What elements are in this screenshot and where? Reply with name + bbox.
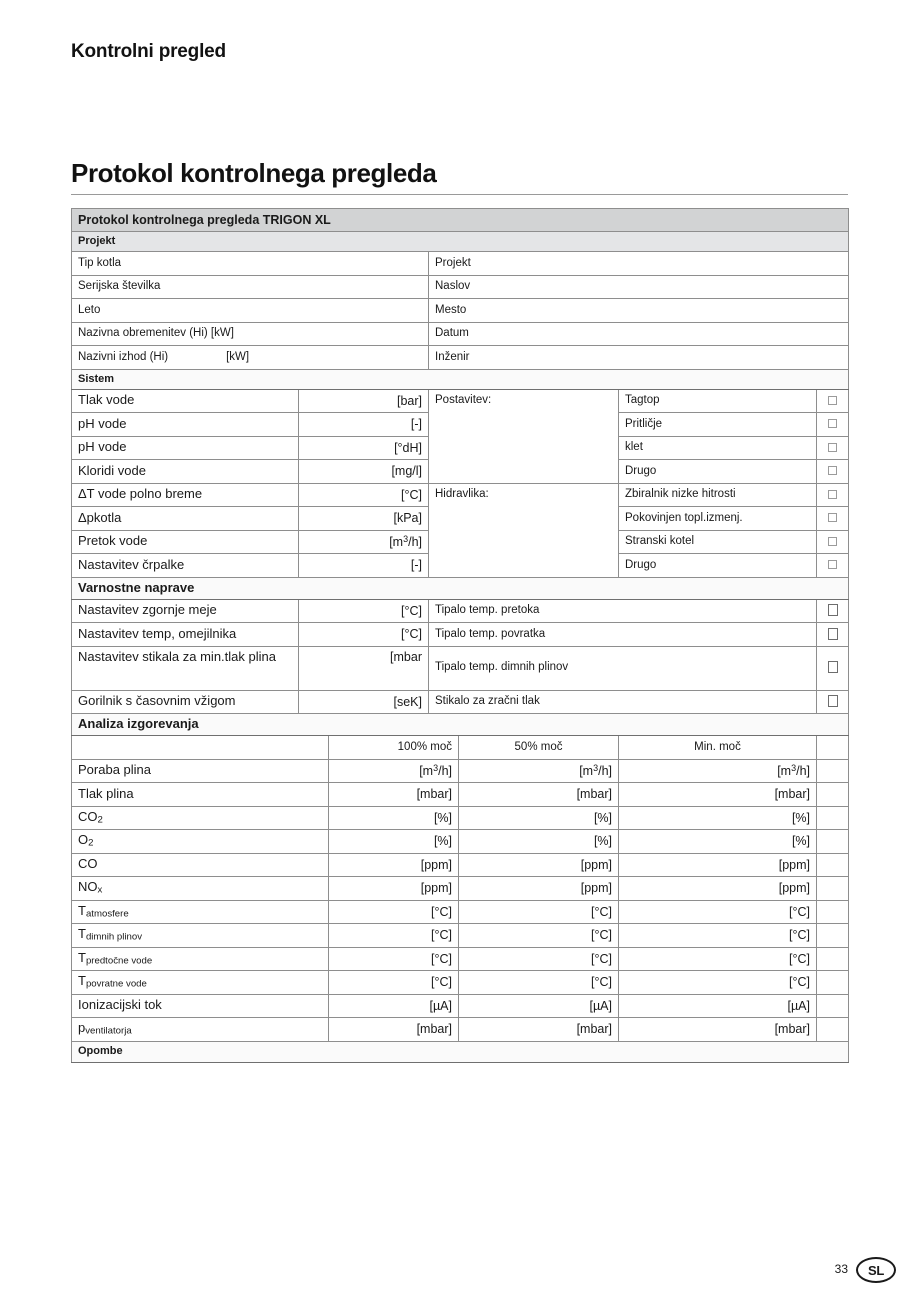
device-label: Tipalo temp. pretoka xyxy=(429,599,817,623)
field-label: Tip kotla xyxy=(72,252,429,276)
field-label: Mesto xyxy=(429,299,849,323)
table-title-row xyxy=(72,209,849,232)
checkbox-cell[interactable] xyxy=(817,389,849,413)
table-row xyxy=(72,599,849,623)
option-label: Drugo xyxy=(619,554,817,578)
field-unit: $[m^3/h]$ xyxy=(619,759,817,783)
field-unit: [-] xyxy=(299,554,429,578)
field-label xyxy=(72,900,329,924)
checkbox-icon[interactable] xyxy=(828,513,837,522)
field-label: ΔT vode polno breme xyxy=(72,483,299,507)
section-header-analiza xyxy=(72,714,849,736)
field-label-subscript: 2 xyxy=(88,838,94,850)
field-label xyxy=(72,924,329,948)
field-label-subscript: dimnih plinov xyxy=(85,932,143,944)
field-label: Naslov xyxy=(429,275,849,299)
field-label-base: T xyxy=(78,949,86,965)
field-unit: [°C] xyxy=(329,947,459,971)
option-label: Zbiralnik nizke hitrosti xyxy=(619,483,817,507)
empty-cell xyxy=(817,806,849,830)
field-label: Nazivna obremenitev (Hi) [kW] xyxy=(72,322,429,346)
field-label: Pretok vode xyxy=(72,530,299,554)
section-header-opombe xyxy=(72,1041,849,1062)
field-unit: [µA] xyxy=(329,994,459,1018)
checkbox-cell[interactable] xyxy=(817,530,849,554)
field-unit: [ppm] xyxy=(459,877,619,901)
field-label: Poraba plina xyxy=(72,759,329,783)
field-unit: [°C] xyxy=(459,900,619,924)
field-label xyxy=(72,877,329,901)
field-unit: [µA] xyxy=(619,994,817,1018)
checkbox-icon[interactable] xyxy=(828,419,837,428)
device-label: Tipalo temp. povratka xyxy=(429,623,817,647)
field-unit: [mbar] xyxy=(329,783,459,807)
field-unit: [seK] xyxy=(299,690,429,714)
field-unit: [%] xyxy=(459,830,619,854)
field-unit: [µA] xyxy=(459,994,619,1018)
checkbox-cell[interactable] xyxy=(817,483,849,507)
table-row xyxy=(72,646,849,690)
checkbox-cell[interactable] xyxy=(817,413,849,437)
section-label: Varnostne naprave xyxy=(72,577,849,599)
table-row xyxy=(72,275,849,299)
checkbox-cell[interactable] xyxy=(817,646,849,690)
option-label: Stranski kotel xyxy=(619,530,817,554)
field-label: Kloridi vode xyxy=(72,460,299,484)
field-unit: [mg/l] xyxy=(299,460,429,484)
field-unit: [ppm] xyxy=(329,853,459,877)
checkbox-cell[interactable] xyxy=(817,599,849,623)
field-unit: [°C] xyxy=(459,947,619,971)
table-row xyxy=(72,389,849,413)
checkbox-icon[interactable] xyxy=(828,396,837,405)
field-unit: [mbar] xyxy=(619,1018,817,1042)
field-unit: $[m^3/h]$ xyxy=(329,759,459,783)
field-label-base: NO xyxy=(78,879,98,895)
table-row xyxy=(72,623,849,647)
field-unit: [ppm] xyxy=(619,853,817,877)
section-header-projekt xyxy=(72,232,849,252)
field-label-subscript: povratne vode xyxy=(85,979,147,991)
checkbox-icon[interactable] xyxy=(828,490,837,499)
checkbox-cell[interactable] xyxy=(817,554,849,578)
field-label: Nastavitev stikala za min.tlak plina xyxy=(72,646,299,690)
table-row xyxy=(72,252,849,276)
field-label-subscript: x xyxy=(97,885,103,897)
table-row xyxy=(72,924,849,948)
table-row xyxy=(72,830,849,854)
table-row xyxy=(72,483,849,507)
field-label-base: T xyxy=(78,926,86,942)
checkbox-icon[interactable] xyxy=(828,560,837,569)
option-label: Pokovinjen topl.izmenj. xyxy=(619,507,817,531)
column-header-min: Min. moč xyxy=(619,736,817,760)
device-label: Tipalo temp. dimnih plinov xyxy=(429,646,817,690)
field-unit: [°C] xyxy=(299,599,429,623)
field-unit: [°C] xyxy=(329,900,459,924)
field-label xyxy=(72,830,329,854)
section-header-varnostne xyxy=(72,577,849,599)
table-row xyxy=(72,806,849,830)
field-label: pH vode xyxy=(72,436,299,460)
field-unit: [mbar] xyxy=(619,783,817,807)
checkbox-cell[interactable] xyxy=(817,436,849,460)
field-unit: [%] xyxy=(329,806,459,830)
section-label: Sistem xyxy=(72,369,849,389)
field-label-text: Nazivni izhod (Hi) xyxy=(78,350,169,363)
checkbox-cell[interactable] xyxy=(817,507,849,531)
field-unit: $[m^3/h]$ xyxy=(299,530,429,554)
empty-cell xyxy=(817,947,849,971)
field-unit: [°C] xyxy=(619,947,817,971)
field-unit: [mbar] xyxy=(459,783,619,807)
field-label-subscript: 2 xyxy=(97,814,103,826)
field-label: Leto xyxy=(72,299,429,323)
empty-corner-cell xyxy=(72,736,329,760)
group-label-postavitev: Postavitev: xyxy=(429,389,619,483)
field-label: Nastavitev črpalke xyxy=(72,554,299,578)
table-row xyxy=(72,322,849,346)
field-unit: [°C] xyxy=(299,483,429,507)
checkbox-cell[interactable] xyxy=(817,623,849,647)
table-row xyxy=(72,346,849,370)
field-unit: [ppm] xyxy=(619,877,817,901)
section-label: Projekt xyxy=(72,232,849,252)
field-unit: [%] xyxy=(619,830,817,854)
checkbox-cell[interactable] xyxy=(817,690,849,714)
option-label: Drugo xyxy=(619,460,817,484)
field-label xyxy=(72,1018,329,1042)
checkbox-icon[interactable] xyxy=(828,443,837,452)
option-label: Tagtop xyxy=(619,389,817,413)
table-row xyxy=(72,994,849,1018)
field-label-subscript: ventilatorja xyxy=(85,1026,132,1038)
empty-cell xyxy=(817,877,849,901)
empty-cell xyxy=(817,783,849,807)
field-unit: [%] xyxy=(329,830,459,854)
section-label: Opombe xyxy=(72,1041,849,1062)
section-label: Analiza izgorevanja xyxy=(72,714,849,736)
field-label: Gorilnik s časovnim vžigom xyxy=(72,690,299,714)
field-unit: [%] xyxy=(619,806,817,830)
language-badge: SL xyxy=(856,1257,896,1283)
field-label-subscript: predtočne vode xyxy=(85,955,153,967)
group-label-hidravlika: Hidravlika: xyxy=(429,483,619,577)
protocol-table xyxy=(71,208,849,1063)
table-row xyxy=(72,853,849,877)
field-label: Inženir xyxy=(429,346,849,370)
field-unit: [bar] xyxy=(299,389,429,413)
field-label-base: T xyxy=(78,902,86,918)
table-row xyxy=(72,759,849,783)
field-unit: [kPa] xyxy=(299,507,429,531)
table-row xyxy=(72,971,849,995)
field-unit: [ppm] xyxy=(459,853,619,877)
option-label: Pritličje xyxy=(619,413,817,437)
empty-cell xyxy=(817,971,849,995)
checkbox-cell[interactable] xyxy=(817,460,849,484)
field-label xyxy=(72,947,329,971)
field-label-base: T xyxy=(78,973,86,989)
field-label-nazivni-izhod xyxy=(72,346,429,370)
field-unit: [°C] xyxy=(619,971,817,995)
field-label-base: O xyxy=(78,832,89,848)
table-row xyxy=(72,783,849,807)
field-label-subscript: atmosfere xyxy=(85,908,129,920)
field-label: Datum xyxy=(429,322,849,346)
title-divider xyxy=(71,194,848,195)
checkbox-icon[interactable] xyxy=(828,537,837,546)
field-unit: [ppm] xyxy=(329,877,459,901)
field-unit: [%] xyxy=(459,806,619,830)
field-label: Ionizacijski tok xyxy=(72,994,329,1018)
field-unit: $[m^3/h]$ xyxy=(459,759,619,783)
field-label xyxy=(72,971,329,995)
column-header-100: 100% moč xyxy=(329,736,459,760)
table-title: Protokol kontrolnega pregleda TRIGON XL xyxy=(72,209,849,232)
page-title: Protokol kontrolnega pregleda xyxy=(71,158,437,188)
empty-cell xyxy=(817,994,849,1018)
field-label-base: CO xyxy=(78,808,98,824)
field-label xyxy=(72,806,329,830)
field-label: Serijska številka xyxy=(72,275,429,299)
empty-cell xyxy=(817,900,849,924)
field-unit: [-] xyxy=(299,413,429,437)
field-label: Δpkotla xyxy=(72,507,299,531)
checkbox-icon[interactable] xyxy=(828,661,838,673)
field-unit: [°C] xyxy=(619,924,817,948)
checkbox-icon[interactable] xyxy=(828,628,838,640)
checkbox-icon[interactable] xyxy=(828,604,838,616)
field-label: Nastavitev zgornje meje xyxy=(72,599,299,623)
empty-cell xyxy=(817,759,849,783)
field-unit: [°C] xyxy=(619,900,817,924)
table-row xyxy=(72,690,849,714)
empty-cell xyxy=(817,830,849,854)
option-label: klet xyxy=(619,436,817,460)
table-row xyxy=(72,877,849,901)
running-head: Kontrolni pregled xyxy=(71,41,226,62)
field-label: Nastavitev temp, omejilnika xyxy=(72,623,299,647)
column-header-50: 50% moč xyxy=(459,736,619,760)
table-row xyxy=(72,1018,849,1042)
field-label: Tlak plina xyxy=(72,783,329,807)
empty-cell xyxy=(817,736,849,760)
checkbox-icon[interactable] xyxy=(828,466,837,475)
field-label: Projekt xyxy=(429,252,849,276)
field-unit: [°C] xyxy=(459,924,619,948)
field-label: Tlak vode xyxy=(72,389,299,413)
checkbox-icon[interactable] xyxy=(828,695,838,707)
empty-cell xyxy=(817,853,849,877)
table-row xyxy=(72,900,849,924)
field-unit: [kW] xyxy=(226,350,250,363)
field-label-base: p xyxy=(78,1020,86,1036)
field-unit: [°dH] xyxy=(299,436,429,460)
field-label: pH vode xyxy=(72,413,299,437)
field-unit: [mbar xyxy=(299,646,429,690)
empty-cell xyxy=(817,924,849,948)
field-unit: [mbar] xyxy=(459,1018,619,1042)
section-header-sistem xyxy=(72,369,849,389)
field-unit: [°C] xyxy=(299,623,429,647)
table-row xyxy=(72,299,849,323)
device-label: Stikalo za zračni tlak xyxy=(429,690,817,714)
field-unit: [mbar] xyxy=(329,1018,459,1042)
page-number: 33 xyxy=(834,1262,848,1276)
field-label: CO xyxy=(72,853,329,877)
field-unit: [°C] xyxy=(329,924,459,948)
field-unit: [°C] xyxy=(329,971,459,995)
table-header-row xyxy=(72,736,849,760)
field-unit: [°C] xyxy=(459,971,619,995)
table-row xyxy=(72,947,849,971)
empty-cell xyxy=(817,1018,849,1042)
